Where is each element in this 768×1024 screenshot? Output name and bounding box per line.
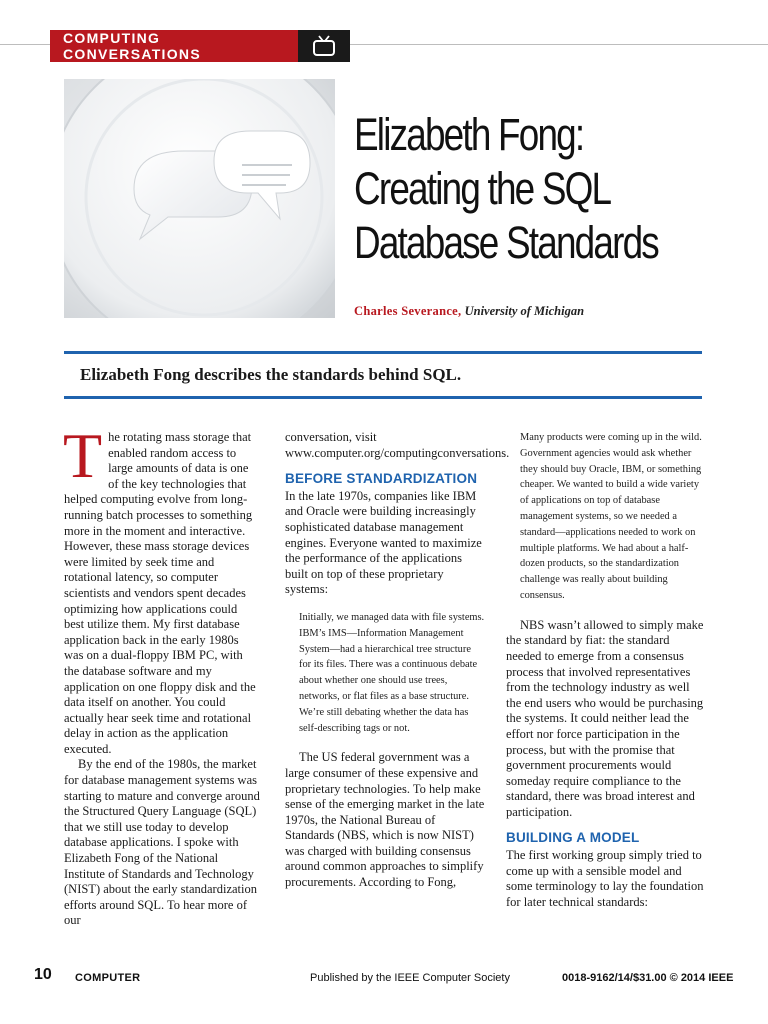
deck-rule-top (64, 351, 702, 354)
page-number: 10 (34, 966, 52, 983)
title-line: Creating the SQL (354, 163, 611, 214)
author-name: Charles Severance, (354, 304, 462, 318)
paragraph: NBS wasn’t allowed to simply make the standard by fiat: the standard needed to emerge from a consensus process that involved representatives from the technology industry as well the end users who would be purchasing the systems. It could neither lead the effort nor force participation in the process, but with the promise that government procurements would someday require compliance to the standard, there was broad interest and participation. (506, 617, 704, 819)
section-heading: BUILDING A MODEL (506, 830, 640, 846)
section-heading: BEFORE STANDARDIZATION (285, 471, 478, 487)
article-deck: Elizabeth Fong describes the standards behind SQL. (80, 365, 462, 384)
publisher-line: Published by the IEEE Computer Society (310, 972, 510, 984)
paragraph: The US federal government was a large consumer of these expensive and proprietary technologies. To help make sense of the emerging market in the late 1970s, the National Bureau of Standards (NBS, which is now NIST) was charged with building consensus around common approaches to simplify procurements. According to Fong, (285, 750, 485, 890)
body-column-2 (285, 430, 510, 891)
paragraph: By the end of the 1980s, the market for database management systems was starting to mature and converge around the Structured Query Language (SQL) that we still use today to develop database applications. I spoke with Elizabeth Fong of the National Institute of Standards and Technology (NIST) about the early standardization efforts around SQL. To hear more of our (64, 757, 260, 928)
title-line: Database Standards (354, 217, 658, 268)
body-column-3 (506, 430, 704, 910)
block-quote: Initially, we managed data with file systems. IBM’s IMS—Information Management System—had a hierarchical tree structure for its files. There was a continuous debate about whether one should use trees, networks, or flat files as a base structure. We’re still debating whether the data has self-describing tags or not. (299, 611, 485, 734)
byline (354, 304, 584, 319)
tv-icon (312, 35, 336, 57)
body-column-1 (63, 420, 260, 929)
title-line: Elizabeth Fong: (354, 109, 584, 160)
paragraph: In the late 1970s, companies like IBM and Oracle were building increasingly sophisticated database management engines. Everyone wanted to maximize the performance of the applications built on top of these proprietary systems: (285, 488, 482, 597)
paragraph: conversation, visit www.computer.org/computingconversations. (285, 430, 510, 460)
hero-image (64, 79, 335, 318)
speech-bubbles-illustration (64, 79, 335, 318)
department-icon-box (298, 30, 350, 62)
deck-rule-bottom (64, 396, 702, 399)
department-label: COMPUTING CONVERSATIONS (50, 30, 298, 62)
block-quote: Many products were coming up in the wild. Government agencies would ask whether they should buy Oracle, IBM, or something cheaper. We wanted to build a wide variety of applications on top of database management systems, so we needed a standard—applications needed to work on multiple platforms. We had about a half-dozen products, so the standardization challenge was really about building consensus. (520, 432, 702, 601)
paragraph: he rotating mass storage that enabled random access to large amounts of data is one of the key technologies that helped computing evolve from long-running batch processes to something more in the moment and interactive. However, these mass storage devices were limited by seek time and rotational latency, so computer scientists and vendors spent decades optimizing how applications could best utilize them. My first database application back in the early 1980s was on a dual-floppy IBM PC, with the database software and my application on one floppy disk and the data itself on another. You could actually hear seek time and rotational delay in action as the application executed. (64, 430, 256, 756)
drop-cap: T (63, 420, 103, 491)
author-affiliation: University of Michigan (464, 304, 585, 318)
paragraph: The first working group simply tried to come up with a sensible model and some terminology to lay the foundation for later technical standards: (506, 848, 704, 909)
article-title (354, 108, 682, 270)
copyright-line: 0018-9162/14/$31.00 © 2014 IEEE (562, 972, 734, 984)
magazine-name: COMPUTER (75, 972, 141, 984)
